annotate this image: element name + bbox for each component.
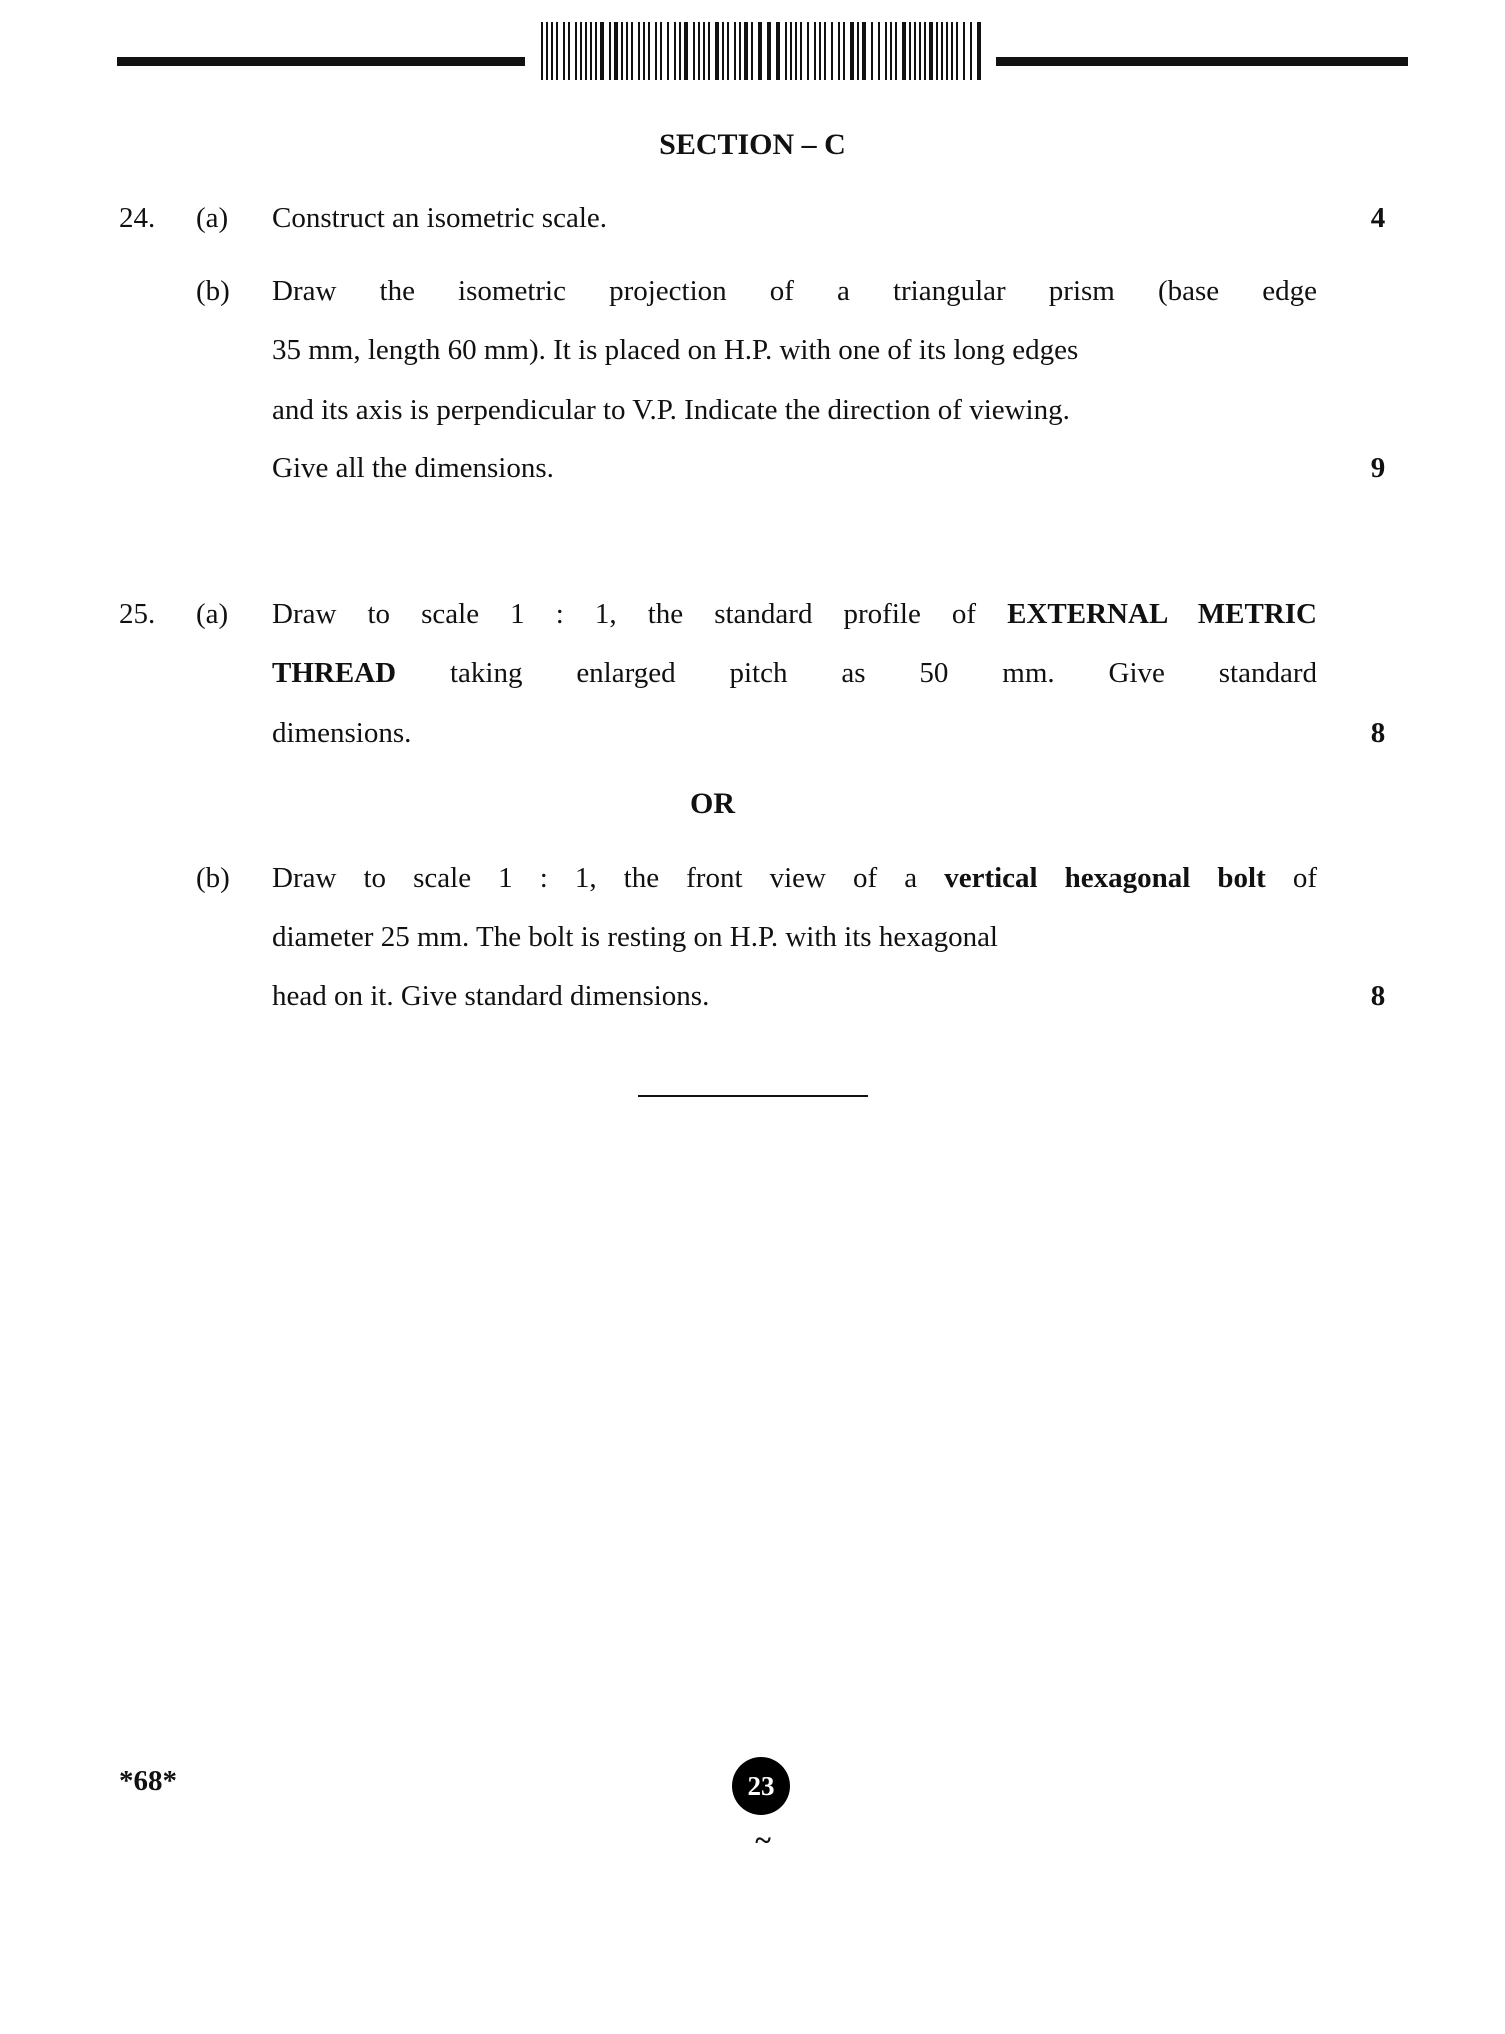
barcode-bar: [857, 22, 859, 80]
barcode: [541, 22, 982, 80]
barcode-bar: [941, 22, 943, 80]
barcode-bar: [643, 22, 645, 80]
barcode-bar: [758, 22, 762, 80]
barcode-bar: [684, 22, 688, 80]
q24a-label: (a): [196, 202, 229, 234]
barcode-bar: [546, 22, 548, 80]
barcode-bar: [843, 22, 845, 80]
barcode-bar: [734, 22, 736, 80]
tilde-mark: ~: [755, 1824, 771, 1857]
barcode-bar: [963, 22, 965, 80]
barcode-bar: [626, 22, 628, 80]
barcode-bar: [767, 22, 771, 80]
barcode-bar: [890, 22, 892, 80]
header-rule-right: [996, 57, 1408, 66]
barcode-bar: [776, 22, 780, 80]
barcode-bar: [739, 22, 741, 80]
q25b-line: [272, 860, 1317, 896]
barcode-bar: [929, 22, 933, 80]
q25b-line1-post: of: [1292, 862, 1318, 894]
q24b-line: Give all the dimensions.: [272, 452, 554, 484]
q25a-line1-text: Draw to scale 1 : 1, the standard profile of: [272, 598, 977, 630]
barcode-bar: [895, 22, 897, 80]
q25a-label: (a): [196, 598, 229, 630]
page-number: 23: [747, 1771, 775, 1801]
barcode-bar: [655, 22, 657, 80]
barcode-bar: [924, 22, 926, 80]
barcode-bar: [674, 22, 676, 80]
barcode-bar: [977, 22, 981, 80]
barcode-bar: [703, 22, 705, 80]
page-number-badge: [732, 1757, 790, 1815]
barcode-bar: [951, 22, 953, 80]
q25b-label: (b): [196, 862, 230, 894]
q25b-line1-text: Draw to scale 1 : 1, the front view of a: [272, 862, 918, 894]
q24a-text: Construct an isometric scale.: [272, 202, 608, 234]
section-title: SECTION – C: [659, 128, 846, 161]
barcode-bar: [871, 22, 873, 80]
barcode-bar: [914, 22, 916, 80]
barcode-bar: [807, 22, 809, 80]
barcode-bar: [614, 22, 618, 80]
barcode-bar: [693, 22, 695, 80]
q24b-label: (b): [196, 275, 230, 307]
barcode-bar: [600, 22, 604, 80]
q25a-line2-text: taking enlarged pitch as 50 mm. Give standard: [449, 657, 1317, 689]
barcode-bar: [648, 22, 650, 80]
barcode-bar: [785, 22, 787, 80]
barcode-bar: [638, 22, 640, 80]
barcode-bar: [824, 22, 826, 80]
paper-code: *68*: [119, 1765, 177, 1797]
barcode-bar: [838, 22, 840, 80]
q25b-line: diameter 25 mm. The bolt is resting on H.P. with its hexagonal: [272, 921, 998, 953]
barcode-bar: [831, 22, 833, 80]
q24a-marks: 4: [1370, 202, 1386, 234]
barcode-bar: [878, 22, 880, 80]
barcode-bar: [568, 22, 570, 80]
barcode-bar: [563, 22, 565, 80]
q24b-line: Draw the isometric projection of a triangular prism (base edge: [272, 275, 1317, 307]
q24b-line: 35 mm, length 60 mm). It is placed on H.P. with one of its long edges: [272, 334, 1079, 366]
q25a-line: [272, 596, 1317, 632]
barcode-bar: [956, 22, 958, 80]
barcode-bar: [667, 22, 669, 80]
barcode-bar: [590, 22, 592, 80]
barcode-bar: [609, 22, 611, 80]
barcode-bar: [631, 22, 633, 80]
barcode-bar: [575, 22, 577, 80]
barcode-bar: [621, 22, 623, 80]
q25-number: 25.: [119, 598, 156, 630]
end-rule: [638, 1095, 868, 1097]
barcode-bar: [850, 22, 854, 80]
barcode-bar: [970, 22, 972, 80]
barcode-bar: [595, 22, 597, 80]
barcode-bar: [698, 22, 700, 80]
q24b-line: and its axis is perpendicular to V.P. Indicate the direction of viewing.: [272, 394, 1070, 426]
barcode-bar: [585, 22, 587, 80]
barcode-bar: [722, 22, 724, 80]
q24b-marks: 9: [1370, 452, 1386, 484]
barcode-bar: [580, 22, 582, 80]
q25b-line: head on it. Give standard dimensions.: [272, 980, 710, 1012]
q25a-marks: 8: [1370, 717, 1386, 749]
barcode-bar: [902, 22, 906, 80]
barcode-bar: [551, 22, 553, 80]
barcode-bar: [660, 22, 662, 80]
barcode-bar: [946, 22, 948, 80]
barcode-bar: [679, 22, 681, 80]
or-label: OR: [690, 787, 735, 820]
barcode-bar: [862, 22, 866, 80]
barcode-bar: [541, 22, 543, 80]
header-rule-left: [117, 57, 525, 66]
barcode-bar: [919, 22, 921, 80]
barcode-bar: [909, 22, 911, 80]
barcode-bar: [800, 22, 802, 80]
q25a-line: [272, 655, 1317, 691]
barcode-bar: [814, 22, 816, 80]
barcode-bar: [715, 22, 719, 80]
barcode-bar: [936, 22, 938, 80]
barcode-bar: [708, 22, 710, 80]
q25a-line: dimensions.: [272, 717, 412, 749]
q24-number: 24.: [119, 202, 156, 234]
barcode-bar: [744, 22, 748, 80]
barcode-bar: [790, 22, 792, 80]
q25a-line1-bold: EXTERNAL METRIC: [1007, 598, 1317, 630]
barcode-bar: [751, 22, 753, 80]
barcode-bar: [795, 22, 797, 80]
barcode-bar: [819, 22, 821, 80]
q25a-line2-bold: THREAD: [272, 657, 397, 689]
q25b-line1-bold: vertical hexagonal bolt: [944, 862, 1266, 894]
q25b-marks: 8: [1370, 980, 1386, 1012]
barcode-bar: [556, 22, 558, 80]
barcode-bar: [885, 22, 887, 80]
barcode-bar: [727, 22, 729, 80]
